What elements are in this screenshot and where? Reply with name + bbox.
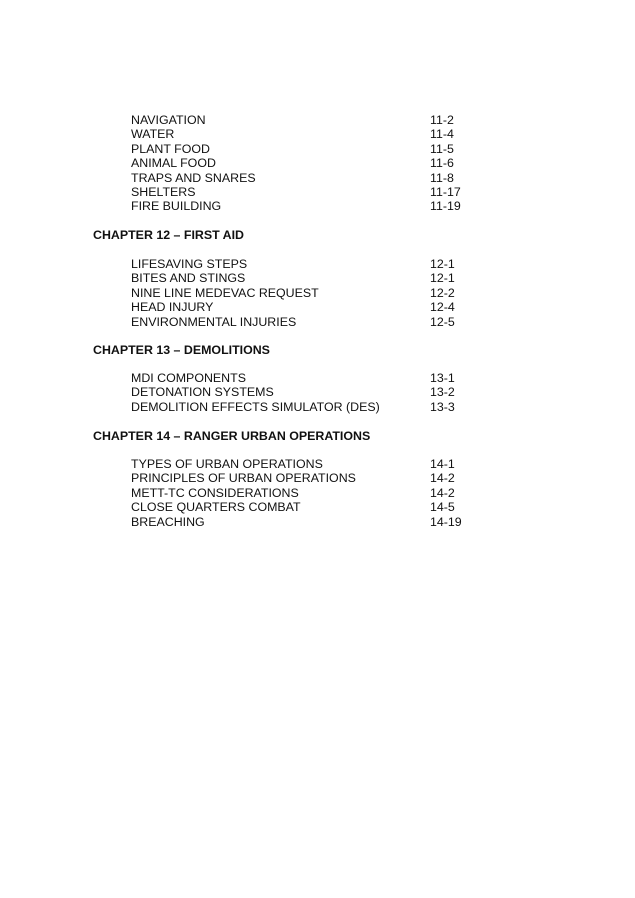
toc-entry bbox=[0, 185, 635, 199]
toc-entry bbox=[0, 486, 635, 500]
toc-entry-page: 12-1 bbox=[430, 271, 455, 286]
toc-entry-page: 13-3 bbox=[430, 399, 455, 414]
toc-entry-page: 11-8 bbox=[430, 170, 454, 185]
toc-entry bbox=[0, 271, 635, 285]
toc-entry-title: NINE LINE MEDEVAC REQUEST bbox=[131, 285, 319, 300]
toc-entry bbox=[0, 400, 635, 414]
toc-entry-page: 11-17 bbox=[430, 184, 461, 199]
toc-entry-page: 14-1 bbox=[430, 457, 455, 471]
toc-entry-page: 12-1 bbox=[430, 257, 455, 271]
toc-entry bbox=[0, 471, 635, 485]
toc-entry-page: 13-1 bbox=[430, 371, 455, 385]
toc-entry-page: 14-2 bbox=[430, 471, 455, 486]
toc-chapter-list bbox=[0, 371, 635, 414]
toc-entry-page: 11-19 bbox=[430, 199, 461, 214]
toc-entry-title: CLOSE QUARTERS COMBAT bbox=[131, 500, 301, 515]
toc-entry-title: WATER bbox=[131, 127, 175, 142]
toc-entry bbox=[0, 113, 635, 127]
chapter-heading: CHAPTER 14 – RANGER URBAN OPERATIONS bbox=[93, 429, 371, 443]
toc-chapter-list bbox=[0, 457, 635, 529]
toc-entry-page: 14-19 bbox=[430, 514, 462, 529]
toc-entry-page: 12-2 bbox=[430, 285, 455, 300]
toc-entry-title: BITES AND STINGS bbox=[131, 271, 246, 286]
toc-entry bbox=[0, 300, 635, 314]
toc-entry-page: 11-2 bbox=[430, 113, 454, 127]
toc-entry-title: MDI COMPONENTS bbox=[131, 371, 246, 385]
toc-entry-page: 12-4 bbox=[430, 300, 455, 315]
toc-entry-title: DEMOLITION EFFECTS SIMULATOR (DES) bbox=[131, 399, 380, 414]
toc-entry-title: DETONATION SYSTEMS bbox=[131, 385, 274, 400]
toc-entry-title: ENVIRONMENTAL INJURIES bbox=[131, 314, 297, 329]
toc-entry bbox=[0, 385, 635, 399]
toc-entry bbox=[0, 515, 635, 529]
toc-continued-list bbox=[0, 113, 635, 214]
toc-entry-page: 14-2 bbox=[430, 485, 455, 500]
toc-entry bbox=[0, 457, 635, 471]
toc-entry-title: ANIMAL FOOD bbox=[131, 156, 216, 171]
toc-entry-title: SHELTERS bbox=[131, 184, 196, 199]
toc-entry bbox=[0, 199, 635, 213]
toc-entry-title: FIRE BUILDING bbox=[131, 199, 222, 214]
toc-entry bbox=[0, 257, 635, 271]
toc-entry-page: 14-5 bbox=[430, 500, 455, 515]
toc-entry-title: NAVIGATION bbox=[131, 113, 206, 127]
chapter-heading: CHAPTER 13 – DEMOLITIONS bbox=[93, 343, 270, 357]
toc-entry-title: METT-TC CONSIDERATIONS bbox=[131, 485, 299, 500]
chapter-heading: CHAPTER 12 – FIRST AID bbox=[93, 228, 245, 242]
toc-entry-title: LIFESAVING STEPS bbox=[131, 257, 248, 271]
toc-entry-title: BREACHING bbox=[131, 514, 205, 529]
toc-entry-page: 13-2 bbox=[430, 385, 455, 400]
toc-entry-title: HEAD INJURY bbox=[131, 300, 214, 315]
toc-entry bbox=[0, 156, 635, 170]
toc-entry-page: 11-4 bbox=[430, 127, 454, 142]
toc-entry-title: TYPES OF URBAN OPERATIONS bbox=[131, 457, 323, 471]
toc-entry-title: PRINCIPLES OF URBAN OPERATIONS bbox=[131, 471, 356, 486]
toc-chapter-list bbox=[0, 257, 635, 329]
toc-entry bbox=[0, 127, 635, 141]
toc-entry bbox=[0, 286, 635, 300]
toc-entry-page: 12-5 bbox=[430, 314, 455, 329]
toc-entry-page: 11-6 bbox=[430, 156, 454, 171]
toc-entry bbox=[0, 315, 635, 329]
toc-entry-title: PLANT FOOD bbox=[131, 141, 210, 156]
toc-entry bbox=[0, 142, 635, 156]
toc-entry-page: 11-5 bbox=[430, 141, 454, 156]
toc-entry bbox=[0, 371, 635, 385]
toc-entry bbox=[0, 171, 635, 185]
toc-entry-title: TRAPS AND SNARES bbox=[131, 170, 256, 185]
toc-entry bbox=[0, 500, 635, 514]
